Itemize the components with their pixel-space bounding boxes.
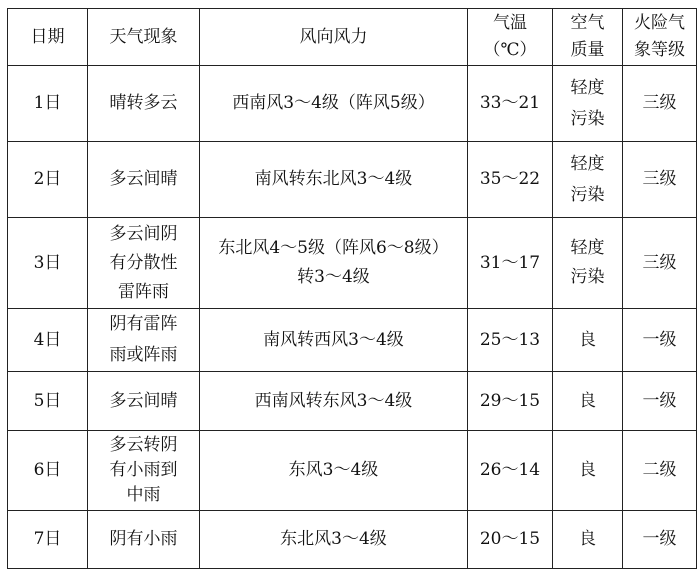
table-row: [8, 372, 697, 431]
wind-cell: 南风转西风3～4级: [200, 309, 468, 372]
table-row: [8, 66, 697, 142]
weather-cell: 多云转阴 有小雨到 中雨: [88, 431, 200, 511]
table-row: [8, 142, 697, 218]
date-cell: 1日: [8, 66, 88, 142]
temperature-cell: 25～13: [468, 309, 553, 372]
air-quality-cell: 良: [553, 511, 623, 569]
temperature-cell: 31～17: [468, 218, 553, 309]
header-air-quality: 空气 质量: [553, 9, 623, 66]
air-quality-cell: 轻度 污染: [553, 66, 623, 142]
wind-cell: 东北风3～4级: [200, 511, 468, 569]
temperature-cell: 20～15: [468, 511, 553, 569]
date-cell: 2日: [8, 142, 88, 218]
fire-risk-cell: 三级: [623, 66, 697, 142]
header-date: 日期: [8, 9, 88, 66]
wind-cell: 东风3～4级: [200, 431, 468, 511]
date-cell: 7日: [8, 511, 88, 569]
header-weather: 天气现象: [88, 9, 200, 66]
forecast-table-container: [7, 8, 696, 569]
table-row: [8, 309, 697, 372]
table-row: [8, 431, 697, 511]
date-cell: 3日: [8, 218, 88, 309]
weather-cell: 晴转多云: [88, 66, 200, 142]
fire-risk-cell: 一级: [623, 372, 697, 431]
header-fire-risk: 火险气 象等级: [623, 9, 697, 66]
wind-cell: 东北风4～5级（阵风6～8级） 转3～4级: [200, 218, 468, 309]
air-quality-cell: 轻度 污染: [553, 142, 623, 218]
air-quality-cell: 良: [553, 431, 623, 511]
temperature-cell: 33～21: [468, 66, 553, 142]
air-quality-cell: 良: [553, 372, 623, 431]
fire-risk-cell: 一级: [623, 511, 697, 569]
date-cell: 4日: [8, 309, 88, 372]
weather-cell: 多云间阴 有分散性 雷阵雨: [88, 218, 200, 309]
fire-risk-cell: 三级: [623, 218, 697, 309]
table-row: [8, 218, 697, 309]
weather-cell: 阴有小雨: [88, 511, 200, 569]
table-row: [8, 511, 697, 569]
temperature-cell: 35～22: [468, 142, 553, 218]
fire-risk-cell: 一级: [623, 309, 697, 372]
weather-cell: 阴有雷阵 雨或阵雨: [88, 309, 200, 372]
date-cell: 6日: [8, 431, 88, 511]
wind-cell: 西南风转东风3～4级: [200, 372, 468, 431]
weather-cell: 多云间晴: [88, 372, 200, 431]
temperature-cell: 29～15: [468, 372, 553, 431]
air-quality-cell: 良: [553, 309, 623, 372]
header-row: [8, 9, 697, 66]
header-wind: 风向风力: [200, 9, 468, 66]
fire-risk-cell: 三级: [623, 142, 697, 218]
wind-cell: 西南风3～4级（阵风5级）: [200, 66, 468, 142]
fire-risk-cell: 二级: [623, 431, 697, 511]
air-quality-cell: 轻度 污染: [553, 218, 623, 309]
weather-cell: 多云间晴: [88, 142, 200, 218]
temperature-cell: 26～14: [468, 431, 553, 511]
weather-forecast-table: [7, 8, 697, 569]
wind-cell: 南风转东北风3～4级: [200, 142, 468, 218]
date-cell: 5日: [8, 372, 88, 431]
header-temperature: 气温 （℃）: [468, 9, 553, 66]
